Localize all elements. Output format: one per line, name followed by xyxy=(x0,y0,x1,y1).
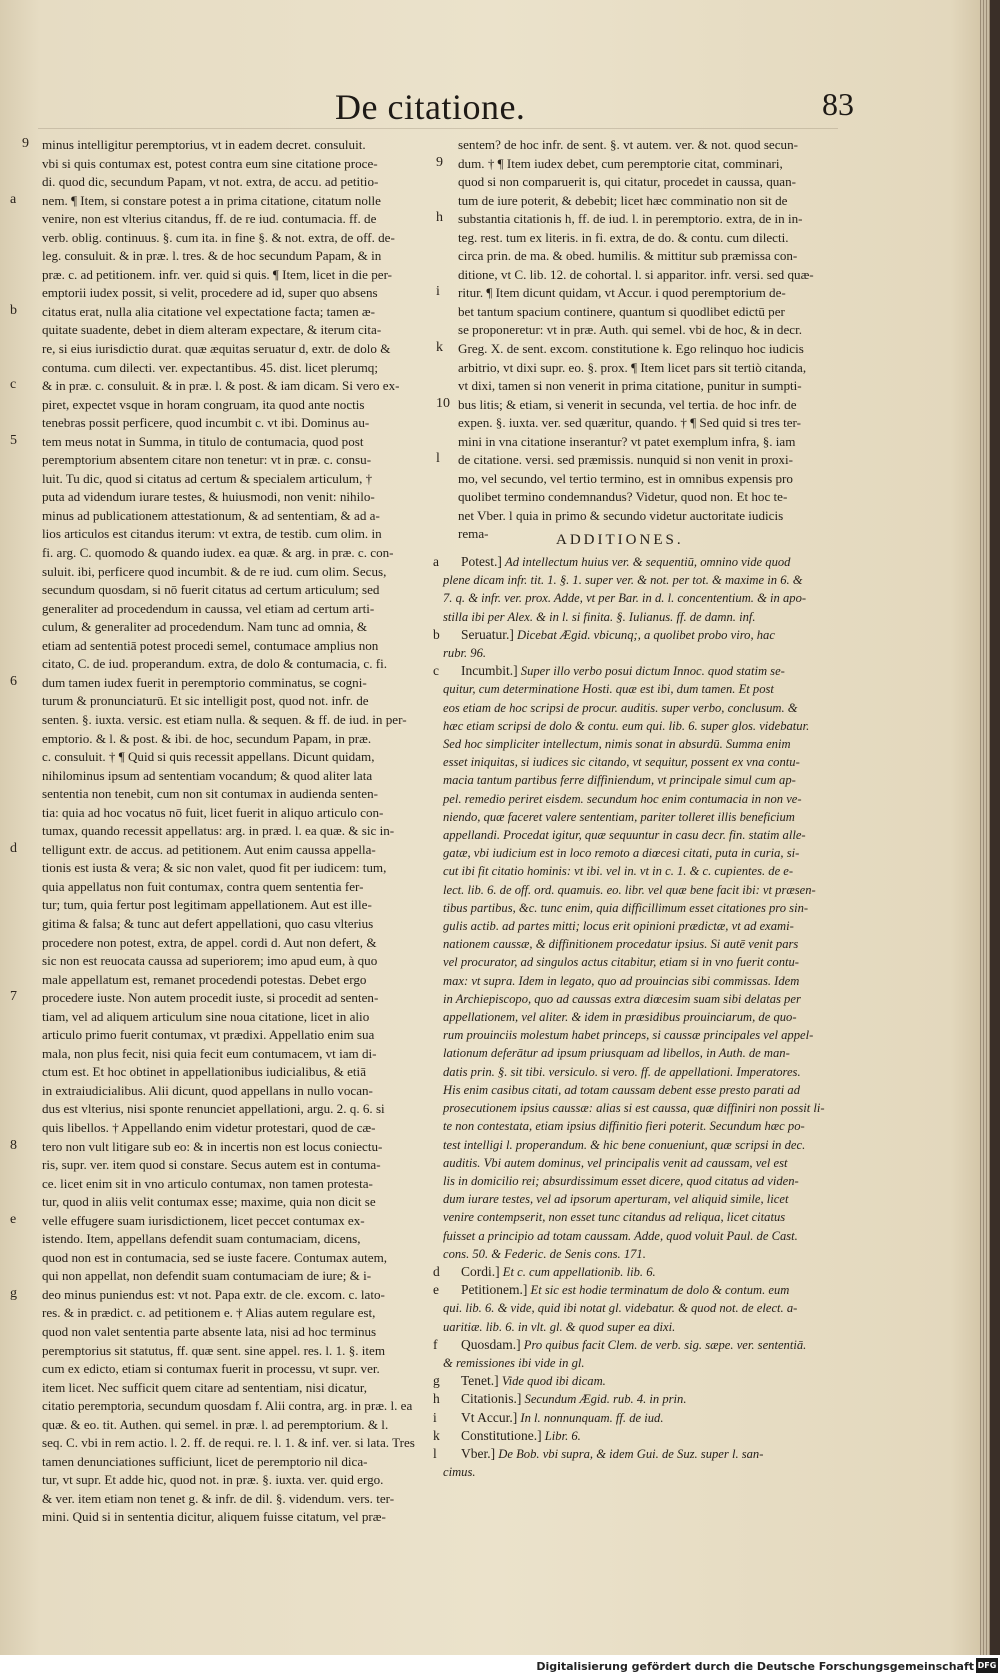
note-lemma: Vt Accur.] xyxy=(461,1409,518,1425)
note-text: macia tantum partibus ferre diffiniendum, vt principale simul cum ap- xyxy=(443,773,796,788)
text-line: peremptorium absentem citare non tenetur: vt in præ. c. consu- xyxy=(42,452,372,468)
addition-note xyxy=(433,1263,863,1281)
text-line: quis libellos. † Appellando enim videtur protestari, quod de cæ- xyxy=(42,1119,376,1135)
text-line: tero non vult litigare sub eo: & in incertis non est locus coniectu- xyxy=(42,1138,383,1154)
text-line: dum tamen iudex fuerit in peremptorio comminatus, se cogni- xyxy=(42,674,367,690)
note-text: cimus. xyxy=(443,1465,476,1480)
note-letter: h xyxy=(433,1391,440,1407)
text-line: emptorii iudex possit, si velit, procedere ad id, super quo absens xyxy=(42,285,378,301)
note-lemma: Potest.] xyxy=(461,554,502,569)
text-line: citatus erat, nulla alia citatione vel expectatione facta; tamen æ- xyxy=(42,303,376,319)
text-line: tumax, quando recessit appellatus: arg. in præd. l. ea quæ. & sic in- xyxy=(42,823,395,839)
text-line: etiam ad sententiā potest procedi semel, contumace amplius non xyxy=(42,637,379,653)
right-text-column xyxy=(458,136,853,544)
text-line: bet tantum spacium continere, quantum si quodlibet edictū per xyxy=(458,303,785,319)
text-line: arbitrio, vt dixi supr. eo. §. prox. ¶ Item licet pars sit tertiò citanda, xyxy=(458,359,807,375)
note-text: Sed hoc simpliciter intellectum, nimis sonat in absurdū. Summa enim xyxy=(443,737,791,752)
additiones-notes xyxy=(433,553,863,1481)
text-line: tur, quod in aliis velit contumax esse; maxime, quia non dicit se xyxy=(42,1194,376,1210)
text-line: de citatione. versi. sed præmissis. nunquid si non venit in proxi- xyxy=(458,452,793,468)
text-line: res. & in prædict. c. ad petitionem e. † Alias autem regulare est, xyxy=(42,1305,376,1321)
text-line: rema- xyxy=(458,526,489,542)
text-line: ctum est. Et hoc obtinet in appellationibus iudicialibus, & etiā xyxy=(42,1064,367,1080)
text-line: quolibet termino condemnandus? Videtur, quod non. Et hoc te- xyxy=(458,489,788,505)
text-line: senten. §. iuxta. versic. est etiam nulla. & sequen. & ff. de iud. in per- xyxy=(42,711,407,727)
dfg-logo: DFG xyxy=(976,1658,998,1673)
text-line: istendo. Item, appellans defendit suam contumaciam, dicens, xyxy=(42,1231,361,1247)
note-text: lect. lib. 6. de off. ord. quamuis. eo. libr. vel quæ bene facit ibi: vt præsen- xyxy=(443,882,816,897)
note-text: Secundum Ægid. rub. 4. in prin. xyxy=(524,1392,687,1407)
note-lemma: Citationis.] xyxy=(461,1391,522,1407)
note-lemma: Vber.] xyxy=(461,1445,496,1461)
text-line: luit. Tu dic, quod si citatus ad certum & specialem articulum, † xyxy=(42,470,373,486)
note-text: prosecutionem ipsius caussæ: alias si est caussa, quæ diffiniri non possit li- xyxy=(443,1101,825,1116)
margin-marker: i xyxy=(436,284,440,300)
text-line: quia appellatus non fuit contumax, contra quem sententia fer- xyxy=(42,878,364,894)
text-line: sic non est reuocata caussa ad superiorem; imo apud eum, à quo xyxy=(42,953,378,969)
note-lemma: Cordi.] xyxy=(461,1263,500,1279)
margin-marker: 5 xyxy=(10,432,17,448)
margin-marker: 6 xyxy=(10,673,17,689)
text-line: puta ad videndum iurare testes, & huiusmodi, non venit: nihilo- xyxy=(42,489,375,505)
note-text: Dicebat Ægid. vbicunq;, a quolibet probo viro, hac xyxy=(517,627,775,642)
text-line: lios articulos est citandus iterum: vt extra, de testib. cum olim. in xyxy=(42,526,382,542)
note-letter: c xyxy=(433,663,439,679)
note-text: qui. lib. 6. & vide, quid ibi notat gl. videbatur. & quod not. de elect. a- xyxy=(443,1301,798,1316)
margin-marker: 8 xyxy=(10,1137,17,1153)
text-line: articulo primo fuerit contumax, vt prædixi. Appellatio enim sua xyxy=(42,1027,375,1043)
note-letter: e xyxy=(433,1282,439,1298)
text-line: quæ. & eo. tit. Authen. qui semel. in præ. l. ad peremptorium. & l. xyxy=(42,1416,389,1432)
note-lemma: Incumbit.] xyxy=(461,663,518,679)
text-line: mini. Quid si in sententia dicitur, aliquem fuisse citatum, vel præ- xyxy=(42,1509,386,1525)
note-text: vel procurator, ad singulos actus citabitur, etiam si in vno fuerit contu- xyxy=(443,955,799,970)
addition-note xyxy=(433,1445,863,1481)
text-line: Greg. X. de sent. excom. constitutione k. Ego relinquo hoc iudicis xyxy=(458,341,804,357)
note-text: auditis. Vbi autem dominus, vel principalis venit ad caussam, vel est xyxy=(443,1155,788,1170)
note-text: hæc etiam scripsi de dolo & contu. eum qui. lib. 6. super glos. videbatur. xyxy=(443,718,810,733)
text-line: tionis est iusta & vera; & sic non valet, quod fit per iudicem: tum, xyxy=(42,860,387,876)
text-line: in extraiudicialibus. Alii dicunt, quod appellans in nullo vocan- xyxy=(42,1082,373,1098)
text-line: re, si eius iurisdictio durat. quæ æquitas seruatur d, extr. de dolo & xyxy=(42,341,391,357)
note-text: te non contestata, etiam ipsius diffinitio fieri poterit. Secundum hæc po- xyxy=(443,1119,805,1134)
text-line: & in præ. c. consuluit. & in præ. l. & post. & iam dicam. Si vero ex- xyxy=(42,378,400,394)
addition-note xyxy=(433,553,863,626)
note-letter: l xyxy=(433,1445,437,1461)
left-text-column xyxy=(42,136,437,1527)
addition-note xyxy=(433,626,863,662)
text-line: cum ex edicto, etiam si contumax fuerit in processu, vt supr. ver. xyxy=(42,1361,380,1377)
text-line: vt dixi, tamen si non venerit in prima citatione, punitur in sumpti- xyxy=(458,378,802,394)
note-text: His enim casibus citati, ad totam caussam debent esse presto parati ad xyxy=(443,1082,801,1097)
note-text: gatæ, vbi iudicium est in loco remoto a diœcesi citati, puta in curia, si- xyxy=(443,846,800,861)
note-letter: b xyxy=(433,626,440,642)
digitization-credit: Digitalisierung gefördert durch die Deutsche Forschungsgemeinschaft xyxy=(536,1660,974,1673)
text-line: sententia non tenebit, cum non sit contumax in audienda senten- xyxy=(42,786,378,802)
text-line: fi. arg. C. quomodo & quando iudex. ea quæ. & arg. in præ. c. con- xyxy=(42,545,394,561)
text-line: dum. † ¶ Item iudex debet, cum peremptorie citat, comminari, xyxy=(458,155,783,171)
text-line: tamen denunciationes sufficiunt, licet de peremptorio nil dica- xyxy=(42,1453,368,1469)
text-line: ce. licet enim sit in vno articulo contumax, non tamen protesta- xyxy=(42,1175,373,1191)
note-text: rubr. 96. xyxy=(443,646,487,661)
text-line: venire, non est vlterius citandus, ff. de re iud. contumacia. ff. de xyxy=(42,211,377,227)
text-line: citatio peremptoria, secundum quosdam f. Alii contra, arg. in præ. l. ea xyxy=(42,1398,413,1414)
addition-note xyxy=(433,1390,863,1408)
text-line: procedere non potest, extra, de appel. cordi d. Aut non defert, & xyxy=(42,934,377,950)
addition-note xyxy=(433,1409,863,1427)
note-text: plene dicam infr. tit. 1. §. 1. super ver. & not. per tot. & maxime in 6. & xyxy=(443,573,803,588)
text-line: generaliter ad procedendum in caussa, vel etiam ad certum arti- xyxy=(42,600,375,616)
text-line: minus ad publicationem attestationum, & ad sententiam, & ad a- xyxy=(42,507,380,523)
note-text: niendo, quæ faceret valere sententiam, pariter tolleret illis beneficium xyxy=(443,809,795,824)
text-line: qui non appellat, non defendit suam contumaciam de iure; & i- xyxy=(42,1268,372,1284)
text-line: male appellatum est, remanet procedendi potestas. Debet ergo xyxy=(42,971,367,987)
note-text: test intelligi l. properandum. & hic bene conueniunt, quæ scripsi in dec. xyxy=(443,1137,806,1152)
note-text: Libr. 6. xyxy=(544,1428,581,1443)
text-line: turum & pronunciaturū. Et sic intelligit post, quod not. infr. de xyxy=(42,693,369,709)
text-line: c. consuluit. † ¶ Quid si quis recessit appellans. Dicunt quidam, xyxy=(42,749,375,765)
text-line: verb. oblig. continuus. §. cum ita. in fine §. & not. extra, de off. de- xyxy=(42,229,395,245)
text-line: nem. ¶ Item, si constare potest a in prima citatione, citatum nolle xyxy=(42,192,381,208)
text-line: se proponeretur: vt in præ. Auth. qui semel. vbi de hoc, & in decr. xyxy=(458,322,803,338)
note-text: in Archiepiscopo, quo ad caussas extra diœcesim suam sibi delatas per xyxy=(443,991,801,1006)
margin-marker: l xyxy=(436,451,440,467)
text-line: tur, vt supr. Et adde hic, quod not. in præ. §. iuxta. ver. quid ergo. xyxy=(42,1472,384,1488)
note-letter: i xyxy=(433,1409,437,1425)
text-line: citato, C. de iud. properandum. extra, de dolo & contumacia, c. fi. xyxy=(42,656,388,672)
margin-marker: b xyxy=(10,302,17,318)
page-edge xyxy=(980,0,990,1655)
note-text: Et c. cum appellationib. lib. 6. xyxy=(502,1264,656,1279)
margin-marker: 9 xyxy=(22,136,29,151)
margin-marker: c xyxy=(10,377,17,393)
note-text: Pro quibus facit Clem. de verb. sig. sæpe. ver. sententiā. xyxy=(523,1337,807,1352)
note-letter: k xyxy=(433,1427,440,1443)
note-text: gulis actib. ad partes mitti; locus erit opinioni prædictæ, vt ad exami- xyxy=(443,919,794,934)
note-text: appellandi. Procedat igitur, quæ sequuntur in casu decr. fin. statim alle- xyxy=(443,828,806,843)
text-line: nihilominus ipsum ad sententiam vocandum; & quod aliter lata xyxy=(42,767,373,783)
note-text: pel. remedio periret eisdem. secundum hoc enim contumacia in non ve- xyxy=(443,791,802,806)
text-line: quod non valet sententia parte absente lata, nisi ad hoc terminus xyxy=(42,1324,377,1339)
margin-marker: k xyxy=(436,340,443,356)
text-line: quitate suadente, debet in diem alteram expectare, & iterum cita- xyxy=(42,322,382,338)
note-text: De Bob. vbi supra, & idem Gui. de Suz. super l. san- xyxy=(498,1446,764,1461)
margin-marker: e xyxy=(10,1211,17,1227)
text-line: suluit. ibi, perficere quod incumbit. & de re iud. cum olim. Secus, xyxy=(42,563,387,579)
note-text: cut ibi fit citatio hominis: vt ibi. vel in. vt in c. 1. & c. cupientes. de e- xyxy=(443,864,794,879)
note-text: nationem caussæ, & diffinitionem procedatur ipsius. Si autē venit pars xyxy=(443,937,799,952)
text-line: & ver. item etiam non tenet g. & infr. de dil. §. videndum. vers. ter- xyxy=(42,1490,395,1506)
margin-marker: 10 xyxy=(436,395,450,411)
text-line: mini in vna citatione inserantur? vt patet exemplum infra, §. iam xyxy=(458,433,796,449)
note-text: uaritiæ. lib. 6. in vlt. gl. & quod super ea dixi. xyxy=(443,1319,676,1334)
note-text: Super illo verbo posui dictum Innoc. quod statim se- xyxy=(520,664,785,679)
text-line: vbi si quis contumax est, potest contra eum sine citatione proce- xyxy=(42,155,378,171)
text-line: mala, non plus fecit, nisi quia fecit eum contumacem, vt iam di- xyxy=(42,1045,377,1061)
addition-note xyxy=(433,662,863,1263)
addition-note xyxy=(433,1281,863,1336)
text-line: bus litis; & etiam, si venerit in secunda, vel tertia. de hoc infr. de xyxy=(458,396,797,412)
note-text: fuisset a principio ad totam caussam. Adde, quod voluit Paul. de Cast. xyxy=(443,1228,798,1243)
text-line: di. quod dic, secundum Papam, vt not. extra, de accu. ad petitio- xyxy=(42,174,379,190)
note-text: max: vt supra. Idem in legato, quo ad prouincias sibi commissas. Idem xyxy=(443,973,800,988)
note-text: dum iurare testes, vel ad ipsorum aperturam, vel aliquid simile, licet xyxy=(443,1192,789,1207)
text-line: net Vber. l quia in primo & secundo videtur auctoritate iudicis xyxy=(458,507,784,523)
text-line: tur; tum, quia fertur post legitimam appellationem. Aut est ille- xyxy=(42,897,372,913)
note-text: lationum deferātur ad ipsum priusquam ad libellos, in Auth. de man- xyxy=(443,1046,790,1061)
addition-note xyxy=(433,1336,863,1372)
margin-marker: a xyxy=(10,191,17,207)
text-line: velle effugere suam iurisdictionem, licet peccet contumax ex- xyxy=(42,1212,365,1228)
text-line: ditione, vt C. lib. 12. de cohortal. l. si apparitor. infr. versi. sed quæ- xyxy=(458,266,814,282)
text-line: tia: quia ad hoc vocatus nō fuit, licet fuerit in aliquo articulo con- xyxy=(42,804,384,820)
note-letter: d xyxy=(433,1263,440,1279)
note-letter: g xyxy=(433,1373,440,1389)
text-line: teg. rest. tum ex literis. in fi. extra, de do. & contu. cum dilecti. xyxy=(458,229,789,245)
note-text: esset iniquitas, si iudices sic citando, vt sequitur, possent ex vna contu- xyxy=(443,755,800,770)
text-line: ris, supr. ver. item quod si constare. Secus autem est in contuma- xyxy=(42,1157,381,1173)
text-line: deo minus puniendus est: vt not. Papa extr. de cle. excom. c. lato- xyxy=(42,1286,385,1302)
note-text: appellationem, vel aliter. & idem in præsidibus prouinciarum, de quo- xyxy=(443,1010,797,1025)
text-line: quod non est in contumacia, sed se iuste facere. Contumax autem, xyxy=(42,1249,388,1265)
text-line: circa prin. de ma. & obed. humilis. & mittitur sub præmissa con- xyxy=(458,248,798,264)
margin-marker: g xyxy=(10,1286,17,1302)
note-text: 7. q. & infr. ver. prox. Adde, vt per Bar. in d. l. concententium. & in apo- xyxy=(443,591,807,606)
text-line: contuma. cum dilecti. ver. expectantibus. 45. dist. licet plerumq; xyxy=(42,359,378,375)
addition-note xyxy=(433,1372,863,1390)
note-text: stilla ibi per Alex. & in l. si finita. §. Iulianus. ff. de damn. inf. xyxy=(443,609,756,624)
note-text: lis in domicilio rei; absurdissimum esset dicere, quod citatus ad viden- xyxy=(443,1173,799,1188)
text-line: emptorio. & l. & post. & ibi. de hoc, secundum Papam, in præ. xyxy=(42,730,372,746)
text-line: secundum quosdam, si nō fuerit citatus ad certum articulum; sed xyxy=(42,582,380,598)
text-line: substantia citationis h, ff. de iud. l. in peremptorio. extra, de in in- xyxy=(458,211,803,227)
note-lemma: Constitutione.] xyxy=(461,1427,542,1443)
footer-bar xyxy=(0,1655,1000,1678)
note-letter: a xyxy=(433,554,439,569)
text-line: procedere iuste. Non autem procedit iuste, si procedit ad senten- xyxy=(42,990,379,1006)
running-title: De citatione. xyxy=(335,87,526,127)
margin-marker: 9 xyxy=(436,154,443,170)
page-number: 83 xyxy=(822,86,854,122)
note-text: tibus partibus, &c. tunc enim, quia difficillimum esset citationes pro sin- xyxy=(443,900,809,915)
margin-marker: d xyxy=(10,840,17,856)
text-line: item licet. Nec sufficit quem citare ad sententiam, nisi dicatur, xyxy=(42,1379,368,1395)
margin-marker: h xyxy=(436,210,443,226)
text-line: minus intelligitur peremptorius, vt in eadem decret. consuluit. xyxy=(42,137,366,152)
note-text: datis prin. §. sit tibi. versiculo. si vero. ff. de appellationi. Imperatores. xyxy=(443,1064,801,1079)
note-text: eos etiam de hoc scripsi de procur. auditis. super verbo, conclusum. & xyxy=(443,700,798,715)
text-line: piret, expectet vsque in horam congruam, ita quod ante noctis xyxy=(42,396,365,412)
text-line: seq. C. vbi in rem actio. l. 2. ff. de requi. re. l. 1. & inf. ver. si lata. Tres xyxy=(42,1435,415,1451)
text-line: quod si non comparuerit is, qui citatur, procedet in caussa, quan- xyxy=(458,174,797,190)
text-line: mo, vel secundo, vel tertio termino, est in omnibus expensis pro xyxy=(458,470,793,486)
text-line: præ. c. ad petitionem. infr. ver. quid si quis. ¶ Item, licet in die per- xyxy=(42,266,393,282)
text-line: sentem? de hoc infr. de sent. §. vt autem. ver. & not. quod secun- xyxy=(458,137,798,152)
note-lemma: Seruatur.] xyxy=(461,626,514,642)
margin-marker: 7 xyxy=(10,989,17,1005)
note-text: cons. 50. & Federic. de Senis cons. 171. xyxy=(443,1246,646,1261)
text-line: telligunt extr. de accus. ad petitionem. Aut enim caussa appella- xyxy=(42,841,376,857)
text-line: tem meus notat in Summa, in titulo de contumacia, quod post xyxy=(42,433,364,449)
text-line: tiam, vel ad aliquem articulum sine noua citatione, licet in alio xyxy=(42,1008,370,1024)
text-line: expen. §. iuxta. ver. sed quæritur, quando. † ¶ Sed quid si tres ter- xyxy=(458,415,801,431)
note-text: venire contempserit, non esset tunc citandus ad reliqua, licet citatus xyxy=(443,1210,786,1225)
note-text: Ad intellectum huius ver. & sequentiū, omnino vide quod xyxy=(505,555,791,569)
text-line: tum de iure poterit, & debebit; licet hæc comminatio non sit de xyxy=(458,192,788,208)
note-lemma: Quosdam.] xyxy=(461,1336,521,1352)
text-line: leg. consuluit. & in præ. l. tres. & de hoc secundum Papam, & in xyxy=(42,248,382,264)
note-text: & remissiones ibi vide in gl. xyxy=(443,1355,585,1370)
note-text: Vide quod ibi dicam. xyxy=(501,1374,606,1389)
note-text: rum prouinciis molestum habet princeps, si caussæ principales vel appel- xyxy=(443,1028,814,1043)
additiones-heading: ADDITIONES. xyxy=(556,532,684,548)
note-text: Et sic est hodie terminatum de dolo & contum. eum xyxy=(530,1283,790,1298)
text-line: ritur. ¶ Item dicunt quidam, vt Accur. i quod peremptorium de- xyxy=(458,285,786,301)
text-line: peremptorius sit statutus, ff. quæ sent. sine appel. res. l. 1. §. item xyxy=(42,1342,386,1358)
note-text: quitur, cum determinatione Hosti. quæ est ibi, dum tamen. Et post xyxy=(443,682,774,697)
header-rule xyxy=(38,128,838,129)
text-line: tenebras possit perficere, quod incumbit c. vt ibi. Dominus au- xyxy=(42,415,370,431)
note-lemma: Tenet.] xyxy=(461,1373,499,1389)
text-line: dus est vlterius, nisi sponte renunciet appellationi, argu. 2. q. 6. si xyxy=(42,1101,385,1117)
text-line: culum, & generaliter ad procedendum. Nam tunc ad omnia, & xyxy=(42,619,368,635)
addition-note xyxy=(433,1427,863,1445)
note-text: In l. nonnunquam. ff. de iud. xyxy=(520,1410,664,1425)
text-line: gitima & falsa; & tunc aut defert appellationi, quo casu vlterius xyxy=(42,915,374,931)
note-letter: f xyxy=(433,1336,438,1352)
note-lemma: Petitionem.] xyxy=(461,1282,528,1298)
